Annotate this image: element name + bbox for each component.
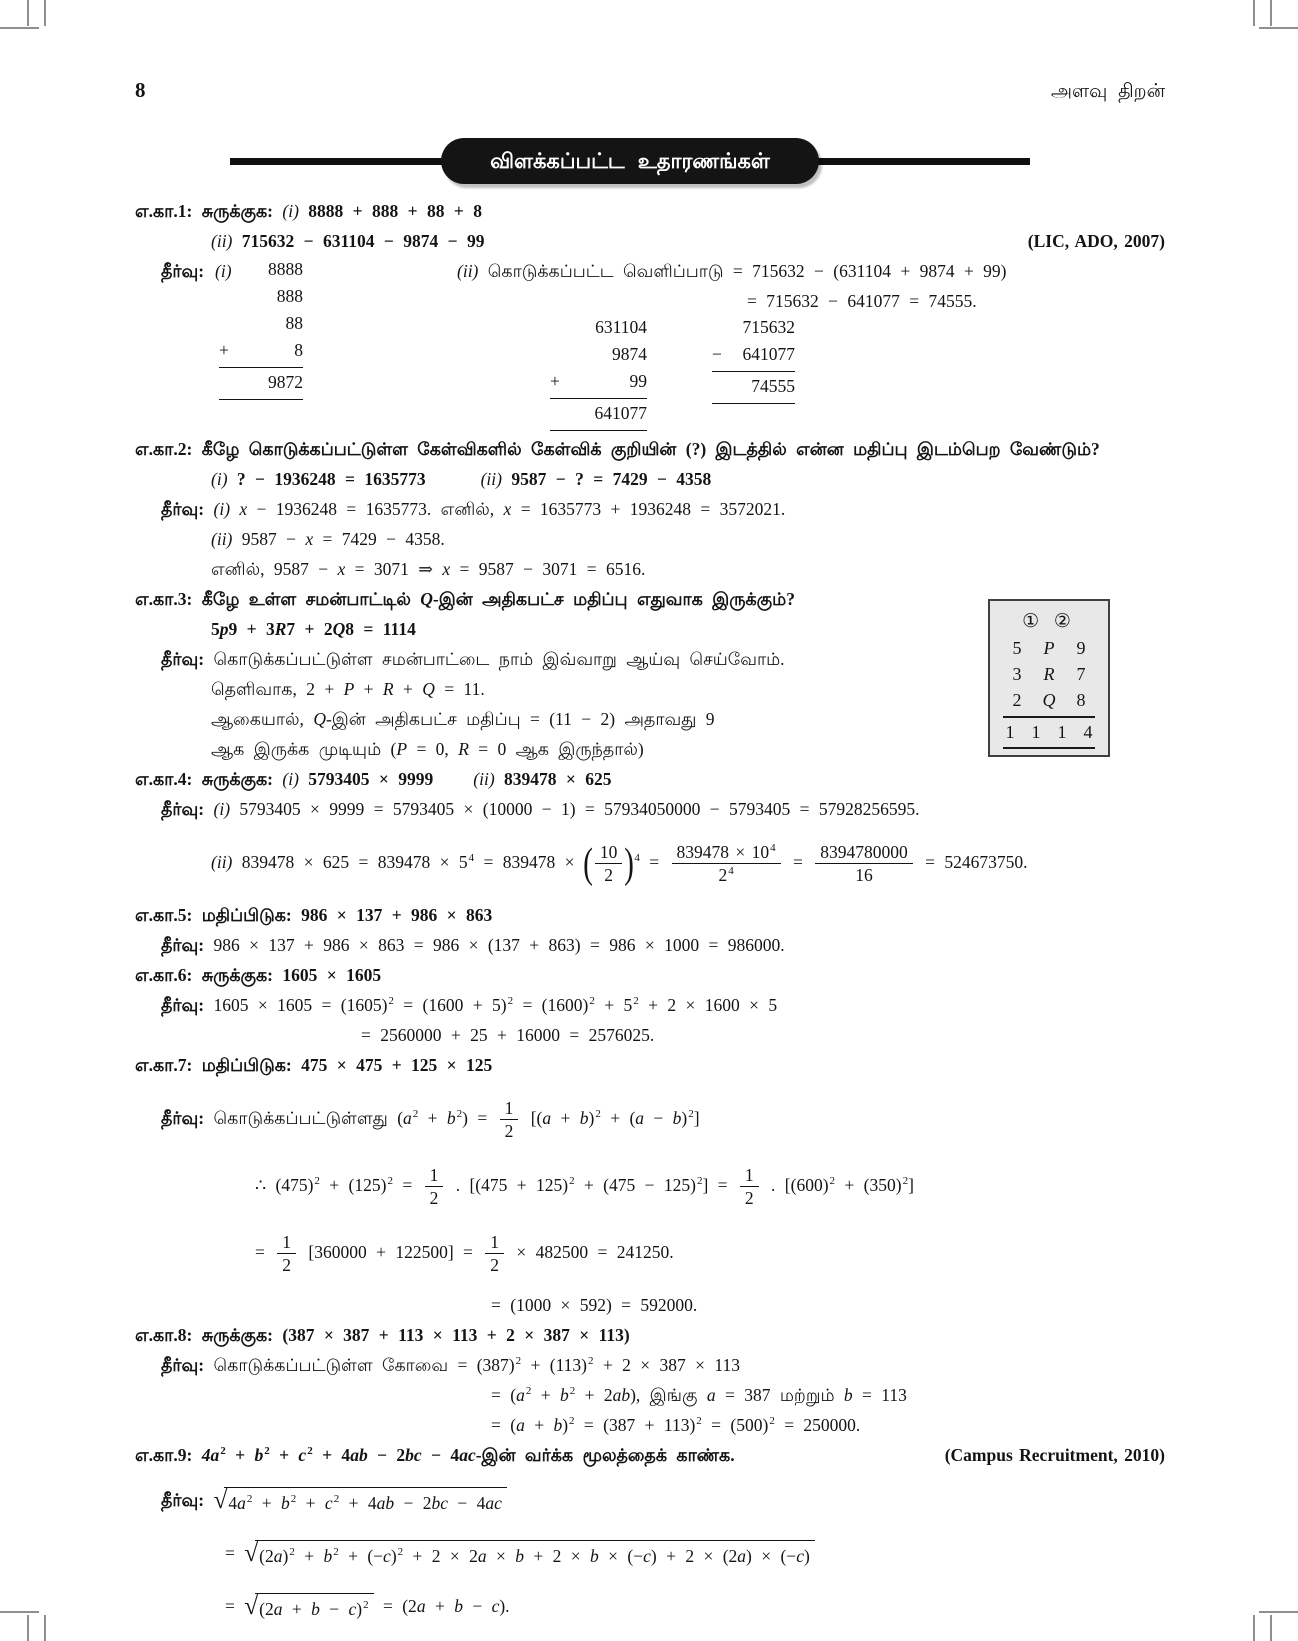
text-line: எ.கா.5: மதிப்பிடுக: 986 × 137 + 986 × 863 — [135, 905, 493, 925]
text-line: எ.கா.7: மதிப்பிடுக: 475 × 475 + 125 × 125 — [135, 1055, 493, 1075]
text-line: = $\frac{1}{2}$ [360000 + 122500] = $\frac{1}{2}$ × 482500 = 241250. — [255, 1232, 674, 1276]
text-line: தீர்வு: √ $4a^2 + b^2 + c^2 + 4ab - 2bc - 4ac$ — [135, 1477, 1165, 1523]
part-i-tag: (i) — [215, 261, 232, 281]
addition-column: 631104 9874 + 99 641077 — [550, 314, 647, 431]
text-line: (ii) $839478 \times 625 = 839478 \times 5^4 = 839478$ × ( $\frac{10}{2}$ )$^4$ = $\frac{839478 \times 10^4}{2^4}$ = $\frac{8394780000}{16}$ = 524673750. — [211, 840, 1028, 887]
section-title-bar — [230, 138, 1030, 186]
digit-row: 2 Q 8 — [1012, 690, 1086, 710]
crop-mark-top-right-v1 — [1253, 0, 1255, 26]
text-line: தீர்வு: கொடுக்கப்பட்டுள்ள சமன்பாட்டை நாம் இவ்வாறு ஆய்வு செய்வோம். — [161, 649, 785, 669]
crop-mark-top-left-v2 — [44, 0, 46, 26]
text-line: ஆக இருக்க முடியும் (P = 0, R = 0 ஆக இருந்தால்) — [211, 739, 644, 759]
text-line: எ.கா.6: சுருக்குக: 1605 × 1605 — [135, 965, 382, 985]
text-line: எ.கா.4: சுருக்குக: (i) 5793405 × 9999 (ii) 839478 × 625 — [135, 769, 612, 789]
sum-row: 1 1 1 4 — [1003, 716, 1095, 745]
addition-column: 8888 888 88 + 8 9872 — [219, 256, 303, 400]
crop-mark-bottom-left-v1 — [27, 1615, 29, 1641]
text-line: (i) ? − 1936248 = 1635773 (ii) 9587 − ? = 7429 − 4358 — [211, 469, 712, 489]
text-line: = $(a^2 + b^2 + 2ab)$, இங்கு a = 387 மற்றும் b = 113 — [491, 1385, 907, 1405]
crop-mark-top-left-v1 — [27, 0, 29, 26]
text-line: எனில், 9587 − x = 3071 ⇒ x = 9587 − 3071 = 6516. — [211, 559, 646, 579]
page-header — [135, 78, 1165, 105]
text-line: = $(a + b)^2 = (387 + 113)^2 = (500)^2 = 250000$. — [491, 1415, 861, 1435]
text-line: = (1000 × 592) = 592000. — [491, 1295, 698, 1315]
text-line: எ.கா.2: கீழே கொடுக்கப்பட்டுள்ள கேள்விகளில் கேள்விக் குறியின் (?) இடத்தில் என்ன மதிப்பு இடம்பெற வேண்டும்? — [135, 439, 1100, 459]
source-annotation: (LIC, ADO, 2007) — [1027, 231, 1165, 251]
crop-mark-top-left-h — [0, 27, 39, 29]
text-line: = 2560000 + 25 + 16000 = 2576025. — [361, 1025, 655, 1045]
source-annotation: (Campus Recruitment, 2010) — [944, 1445, 1165, 1465]
text-line: தீர்வு: (i) 5793405 × 9999 = 5793405 × (10000 − 1) = 57934050000 − 5793405 = 57928256595. — [161, 799, 920, 819]
text-line: = √ $(2a)^2 + b^2 + (-c)^2 + 2 \times 2a \times b + 2 \times b \times (-c) + 2 \times (2a) \times (-c)$ — [135, 1530, 1165, 1576]
addition-column: 715632 − 641077 74555 — [712, 314, 795, 404]
text-line: எ.கா.9: $4a^2 + b^2 + c^2 + 4ab - 2bc$ − 4ac-இன் வர்க்க மூலத்தைக் காண்க. (Campus Recruitment, 2010) — [135, 1440, 1165, 1470]
example-1-solution — [135, 256, 1165, 432]
crop-mark-bottom-right-h — [1259, 1611, 1298, 1613]
part-ii-working: (ii) கொடுக்கப்பட்ட வெளிப்பாடு = 715632 − (631104 + 9874 + 99) = 715632 − 641077 = 74555. — [457, 261, 1007, 311]
worked-examples-content — [135, 196, 1165, 1636]
text-line: ஆகையால், Q-இன் அதிகபட்ச மதிப்பு = (11 − 2) அதாவது 9 — [211, 709, 715, 729]
text-line: தீர்வு: 986 × 137 + 986 × 863 = 986 × (137 + 863) = 986 × 1000 = 986000. — [161, 935, 785, 955]
digit-row: 5 P 9 — [1012, 638, 1086, 658]
text-line: 5p9 + 3R7 + 2Q8 = 1114 — [211, 619, 416, 639]
text-line: தெளிவாக, 2 + P + R + Q = 11. — [211, 679, 485, 699]
text-line: (ii) 9587 − x = 7429 − 4358. — [211, 529, 445, 549]
text-line: தீர்வு: கொடுக்கப்பட்டுள்ள கோவை = $(387)^2 + (113)^2 + 2 \times 387 \times 113$ — [161, 1355, 740, 1375]
book-title: அளவு திறன் — [1050, 81, 1165, 102]
crop-mark-bottom-right-v2 — [1270, 1615, 1272, 1641]
page-number: 8 — [135, 78, 146, 102]
sum-underline — [1003, 747, 1095, 749]
text-line: தீர்வு: $1605 \times 1605 = (1605)^2 = (1600 + 5)^2 = (1600)^2 + 5^2 + 2 \times 1600 \times 5$ — [161, 995, 778, 1015]
text-line: எ.கா.8: சுருக்குக: (387 × 387 + 113 × 113 + 2 × 387 × 113) — [135, 1325, 630, 1345]
text-line: எ.கா.1: சுருக்குக: (i) 8888 + 888 + 88 + 8 — [135, 201, 482, 221]
text-line: தீர்வு: கொடுக்கப்பட்டுள்ளது $(a^2 + b^2)$ = $\frac{1}{2}$ $[(a + b)^2 + (a - b)^2]$ — [161, 1098, 700, 1142]
section-title-badge: விளக்கப்பட்ட உதாரணங்கள் — [441, 138, 819, 184]
text-line: எ.கா.3: கீழே உள்ள சமன்பாட்டில் Q-இன் அதிகபட்ச மதிப்பு எதுவாக இருக்கும்? — [135, 589, 795, 609]
circled-column-labels: ① ② — [1022, 611, 1076, 632]
crop-mark-top-right-v2 — [1270, 0, 1272, 26]
crop-mark-top-right-h — [1259, 27, 1298, 29]
crop-mark-bottom-left-v2 — [44, 1615, 46, 1641]
digit-analysis-box — [988, 599, 1110, 757]
text-line: = √ $(2a + b - c)^2$ = (2a + b − c). — [135, 1583, 1165, 1629]
text-line: ∴ $(475)^2 + (125)^2$ = $\frac{1}{2}$ . $[(475 + 125)^2 + (475 - 125)^2]$ = $\frac{1}{2}$ . $[(600)^2 + (350)^2]$ — [255, 1165, 914, 1209]
digit-row: 3 R 7 — [1012, 664, 1086, 684]
crop-mark-bottom-left-h — [0, 1611, 39, 1613]
solution-label: தீர்வு: — [161, 261, 205, 281]
crop-mark-bottom-right-v1 — [1253, 1615, 1255, 1641]
text-line: (ii) 715632 − 631104 − 9874 − 99 (LIC, ADO, 2007) — [135, 226, 1165, 256]
text-line: தீர்வு: (i) x − 1936248 = 1635773. எனில், x = 1635773 + 1936248 = 3572021. — [161, 499, 786, 519]
